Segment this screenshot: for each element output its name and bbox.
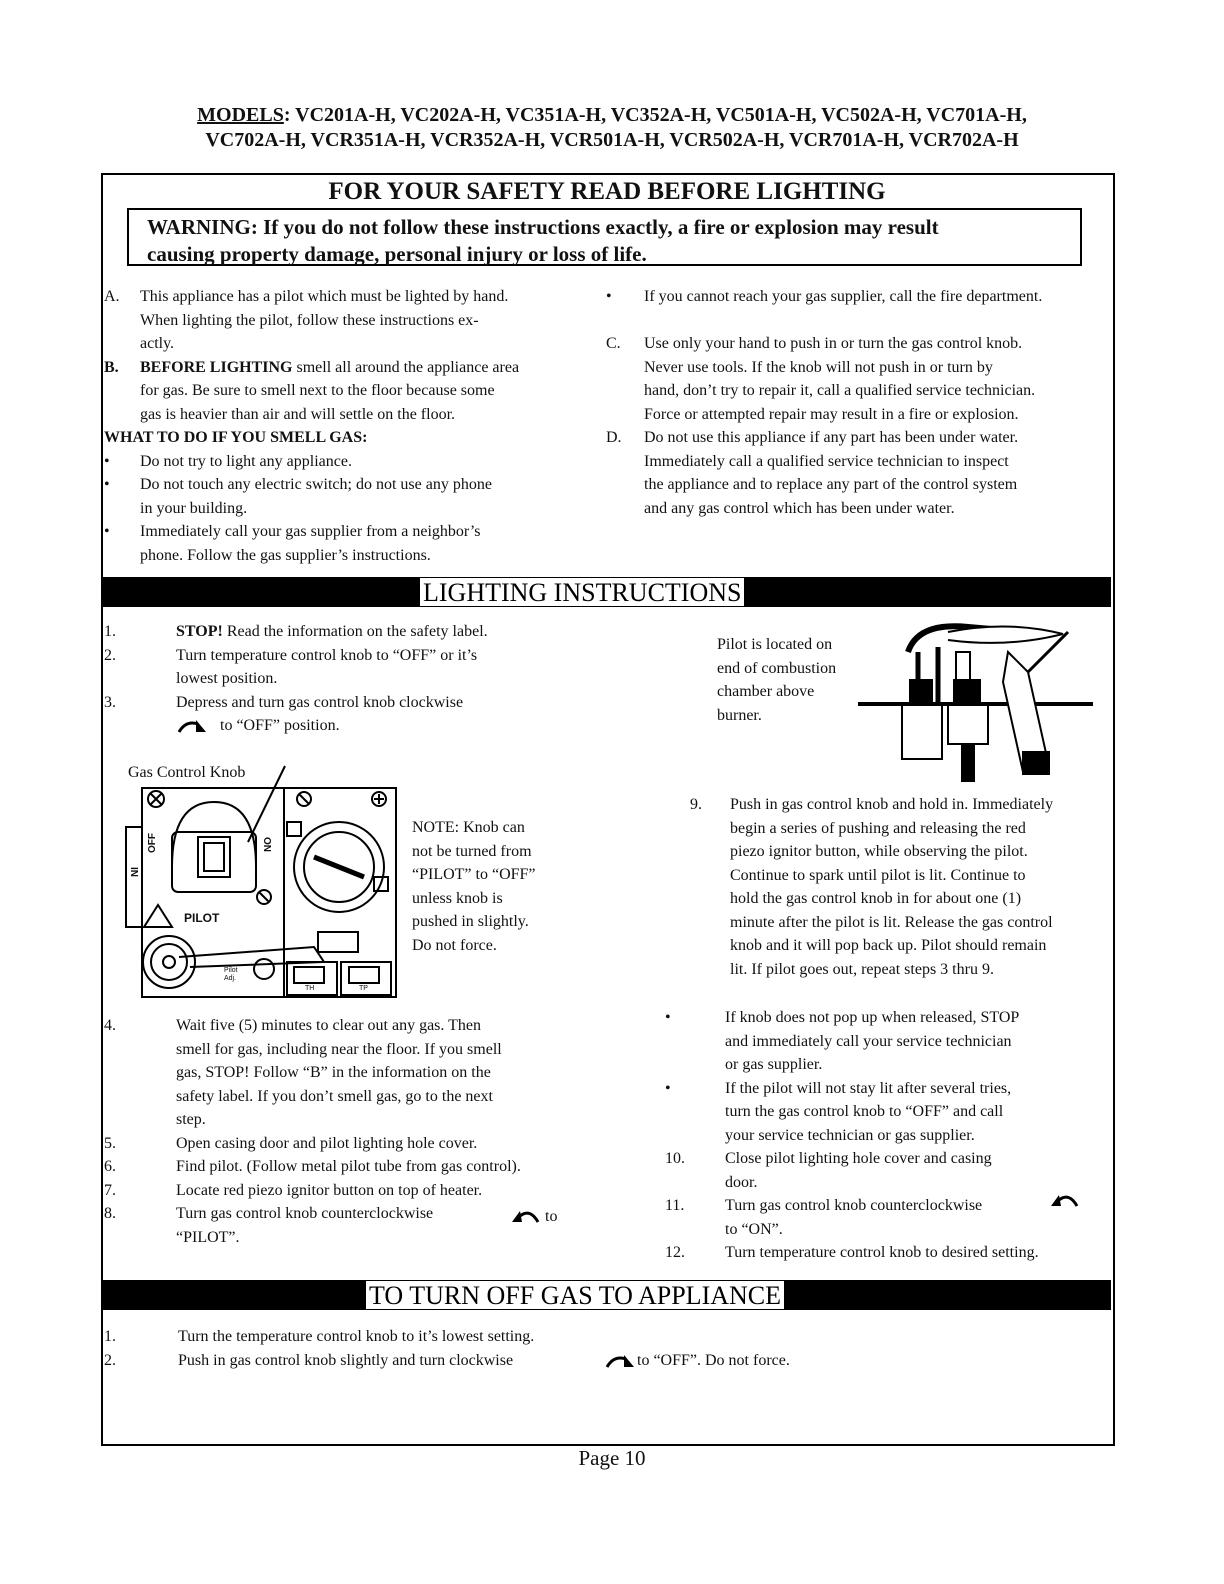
step-right-content: If knob does not pop up when released, STOP <box>725 1009 1020 1026</box>
safety-right-column <box>606 285 1111 520</box>
safety-left-text <box>140 332 174 356</box>
step-top-marker: 1. <box>104 623 116 640</box>
step9-text <box>730 817 1026 841</box>
step-right-content: If the pilot will not stay lit after several tries, <box>725 1079 1012 1097</box>
warning-line-1: WARNING: If you do not follow these instructions exactly, a fire or explosion may result <box>147 215 939 239</box>
safety-left-content: Immediately call your gas supplier from a neighbor’s <box>140 523 481 540</box>
step-right-text <box>725 1030 1012 1054</box>
step-lower-text <box>176 1108 206 1132</box>
safety-left-text <box>140 497 247 521</box>
step-lower-marker: 8. <box>104 1205 116 1222</box>
step9-text <box>730 840 1028 864</box>
valve-label-tp: TP <box>359 985 368 992</box>
safety-right-line <box>606 426 1111 450</box>
safety-title: FOR YOUR SAFETY READ BEFORE LIGHTING <box>328 178 886 205</box>
safety-right-marker: D. <box>606 429 622 446</box>
step-right-content: your service technician or gas supplier. <box>725 1126 975 1144</box>
step-top-line <box>104 691 584 715</box>
safety-left-text <box>140 309 479 333</box>
turn-off-step-2-text: Push in gas control knob slightly and turn clockwise <box>178 1351 514 1369</box>
safety-left-content: phone. Follow the gas supplier’s instructions. <box>140 546 431 564</box>
turn-off-steps <box>104 1325 1084 1372</box>
safety-left-column <box>104 285 584 567</box>
step-top-line <box>104 644 584 668</box>
safety-left-content: Do not try to light any appliance. <box>140 452 352 470</box>
pilot-assembly-diagram <box>858 612 1098 782</box>
safety-left-line <box>104 356 584 380</box>
pilot-caption-line: end of combustion <box>717 659 837 677</box>
step-top-line <box>104 667 584 691</box>
step-top-bold: STOP! <box>176 623 223 640</box>
step-right-content: to “ON”. <box>725 1220 783 1238</box>
step-9 <box>690 793 1116 981</box>
step-top-marker: 3. <box>104 693 116 711</box>
knob-note-line: pushed in slightly. <box>412 913 529 930</box>
step-lower-content: safety label. If you don’t smell gas, go to the next <box>176 1087 493 1105</box>
step-top-text <box>176 620 488 644</box>
turn-off-step-1 <box>104 1325 1084 1349</box>
step-top-content: Read the information on the safety label. <box>222 623 488 640</box>
step-lower-text <box>176 1061 491 1085</box>
step-lower-marker: 7. <box>104 1181 116 1199</box>
turn-off-step-2-num: 2. <box>104 1351 116 1369</box>
step9-line <box>690 934 1116 958</box>
step-right-line <box>665 1218 1117 1242</box>
gas-control-knob-label: Gas Control Knob <box>128 764 246 781</box>
step-lower-text <box>176 1226 240 1250</box>
valve-label-in: IN <box>128 867 139 877</box>
step-lower-content: Locate red piezo ignitor button on top of heater. <box>176 1181 483 1199</box>
step-lower-marker: 4. <box>104 1017 116 1034</box>
models-header: MODELS: VC201A-H, VC202A-H, VC351A-H, VC352A-H, VC501A-H, VC502A-H, VC701A-H, VC702A-H, VCR351A-H, VCR352A-H, VCR501A-H, VCR502A-H, VCR701A-H, VCR702A-H <box>100 103 1124 153</box>
safety-left-marker: A. <box>104 288 120 305</box>
models-line-2: VC702A-H, VCR351A-H, VCR352A-H, VCR501A-H, VCR502A-H, VCR701A-H, VCR702A-H <box>205 129 1019 151</box>
step9-content: piezo ignitor button, while observing the pilot. <box>730 843 1028 860</box>
step-right-text <box>725 1100 1003 1124</box>
step-lower-text <box>176 1132 477 1156</box>
safety-right-text <box>644 450 1009 474</box>
safety-right-line <box>606 332 1111 356</box>
step9-content: hold the gas control knob in for about one (1) <box>730 890 1022 907</box>
step-right-text <box>725 1171 757 1195</box>
knob-note <box>412 816 612 957</box>
safety-left-marker: B. <box>104 358 119 376</box>
safety-left-line <box>104 473 584 497</box>
step-lower-line <box>104 1061 584 1085</box>
step9-text <box>730 911 1053 935</box>
knob-note-line: not be turned from <box>412 842 532 860</box>
safety-right-text <box>644 497 955 521</box>
step-top-marker: 2. <box>104 646 116 664</box>
safety-left-line <box>104 309 584 333</box>
valve-label-pilot: PILOT <box>184 911 220 925</box>
step-top-content: Depress and turn gas control knob clockwise <box>176 693 464 711</box>
safety-left-content: gas is heavier than air and will settle on the floor. <box>140 405 456 423</box>
safety-right-marker: • <box>606 288 612 305</box>
step-lower-content: Wait five (5) minutes to clear out any gas. Then <box>176 1017 481 1034</box>
safety-right-content: Use only your hand to push in or turn the gas control knob. <box>644 335 1023 352</box>
step-right-content: Close pilot lighting hole cover and casing <box>725 1150 992 1167</box>
step-right-text <box>725 1218 783 1242</box>
step-right-line <box>665 1030 1117 1054</box>
safety-left-text <box>140 450 352 474</box>
step-top-text <box>176 667 277 691</box>
safety-left-line <box>104 379 584 403</box>
safety-right-text <box>644 285 1042 309</box>
safety-right-line <box>606 356 1111 380</box>
step8-to: to <box>545 1208 558 1225</box>
safety-left-content: smell all around the appliance area <box>292 358 520 376</box>
step-lower-content: gas, STOP! Follow “B” in the information on the <box>176 1064 491 1081</box>
safety-right-text <box>644 403 1019 427</box>
step-top-content: to “OFF” position. <box>220 717 340 734</box>
safety-left-line <box>104 544 584 568</box>
step9-line <box>690 840 1116 864</box>
step-top-text <box>220 714 340 738</box>
step9-line <box>690 958 1116 982</box>
turn-off-step-1-num: 1. <box>104 1328 116 1345</box>
step-lower-text <box>176 1202 433 1226</box>
safety-right-line <box>606 309 1111 333</box>
safety-left-marker: • <box>104 523 110 540</box>
safety-right-line <box>606 403 1111 427</box>
step-lower-content: step. <box>176 1111 206 1128</box>
step-right-line <box>665 1171 1117 1195</box>
safety-left-marker: • <box>104 452 110 470</box>
safety-right-content: Never use tools. If the knob will not push in or turn by <box>644 358 993 376</box>
lighting-title: LIGHTING INSTRUCTIONS <box>419 577 745 607</box>
gas-valve-drawing <box>124 787 400 999</box>
step-right-line <box>665 1124 1117 1148</box>
safety-right-content: and any gas control which has been under water. <box>644 499 955 517</box>
turn-off-title: TO TURN OFF GAS TO APPLIANCE <box>365 1280 785 1310</box>
safety-left-text <box>140 473 492 497</box>
step9-text <box>730 864 1026 888</box>
valve-label-off: OFF <box>147 833 158 853</box>
step-lower-content: “PILOT”. <box>176 1228 240 1246</box>
step-top-line <box>104 620 584 644</box>
step-lower-content: Open casing door and pilot lighting hole cover. <box>176 1134 478 1152</box>
step-right-text <box>725 1241 1039 1265</box>
step-lower-content: smell for gas, including near the floor. If you smell <box>176 1040 502 1058</box>
page-number: Page 10 <box>578 1446 646 1470</box>
safety-left-line <box>104 426 584 450</box>
safety-left-content: When lighting the pilot, follow these instructions ex- <box>140 311 479 329</box>
step-right-line <box>665 1053 1117 1077</box>
step-right-text <box>725 1006 1019 1030</box>
step9-content: Push in gas control knob and hold in. Immediately <box>730 796 1054 813</box>
knob-note-line: Do not force. <box>412 936 497 954</box>
step-lower-marker: 6. <box>104 1158 116 1175</box>
lighting-bar <box>103 577 1111 607</box>
step-lower-line <box>104 1014 584 1038</box>
step-lower-line <box>104 1108 584 1132</box>
safety-left-content: in your building. <box>140 499 248 517</box>
step-right-marker: 11. <box>665 1197 685 1214</box>
safety-left-heading: WHAT TO DO IF YOU SMELL GAS: <box>104 429 368 446</box>
step9-line <box>690 911 1116 935</box>
step9-line <box>690 793 1116 817</box>
pilot-caption-line: Pilot is located on <box>717 636 833 653</box>
safety-right-content: the appliance and to replace any part of the control system <box>644 476 1018 493</box>
step-right-line <box>665 1100 1117 1124</box>
pilot-caption-line: chamber above <box>717 683 815 700</box>
step9-content: minute after the pilot is lit. Release the gas control <box>730 913 1053 931</box>
safety-right-text <box>644 426 1018 450</box>
step-right-line <box>665 1006 1117 1030</box>
step-right-marker: • <box>665 1009 671 1026</box>
step-lower-marker: 5. <box>104 1134 116 1152</box>
safety-right-content: If you cannot reach your gas supplier, call the fire department. <box>644 288 1043 305</box>
safety-right-text <box>644 473 1017 497</box>
step-lower-text <box>176 1038 502 1062</box>
warning-line-2: causing property damage, personal injury or loss of life. <box>147 242 647 266</box>
safety-left-content: for gas. Be sure to smell next to the floor because some <box>140 382 495 399</box>
step-lower-content: Find pilot. (Follow metal pilot tube from gas control). <box>176 1158 521 1175</box>
knob-note-line: NOTE: Knob can <box>412 819 525 836</box>
step-right-text <box>725 1124 975 1148</box>
safety-left-text <box>140 285 508 309</box>
step9-line <box>690 864 1116 888</box>
safety-right-content: Immediately call a qualified service technician to inspect <box>644 452 1009 470</box>
valve-label-on: ON <box>261 837 272 852</box>
safety-left-marker: • <box>104 476 110 493</box>
safety-right-content: Do not use this appliance if any part has been under water. <box>644 429 1019 446</box>
turn-off-step-2 <box>104 1349 1084 1373</box>
step-right-content: turn the gas control knob to “OFF” and call <box>725 1103 1004 1120</box>
steps-lower-right <box>665 1006 1117 1265</box>
step9-content: knob and it will pop back up. Pilot should remain <box>730 937 1047 954</box>
safety-right-text <box>644 356 993 380</box>
models-label: MODELS <box>197 104 284 126</box>
safety-left-line <box>104 332 584 356</box>
step-right-line <box>665 1241 1117 1265</box>
safety-right-text <box>644 379 1035 403</box>
step-lower-text <box>176 1085 493 1109</box>
models-line-1: VC201A-H, VC202A-H, VC351A-H, VC352A-H, VC501A-H, VC502A-H, VC701A-H, <box>295 104 1027 126</box>
turn-off-step-2-after: to “OFF”. Do not force. <box>637 1351 790 1369</box>
safety-right-content: hand, don’t try to repair it, call a qualified service technician. <box>644 382 1036 399</box>
step9-line <box>690 887 1116 911</box>
step-lower-line <box>104 1132 584 1156</box>
step9-marker: 9. <box>690 796 702 813</box>
knob-note-line: unless knob is <box>412 889 503 907</box>
step9-text <box>730 958 994 982</box>
step-lower-text <box>176 1014 481 1038</box>
safety-left-text <box>140 403 455 427</box>
safety-left-text <box>104 426 367 450</box>
step-right-marker: 12. <box>665 1244 685 1261</box>
knob-note-line: “PILOT” to “OFF” <box>412 866 536 883</box>
step-lower-line <box>104 1085 584 1109</box>
step9-content: lit. If pilot goes out, repeat steps 3 thru 9. <box>730 960 994 978</box>
step-right-text <box>725 1147 992 1171</box>
step-right-content: Turn temperature control knob to desired setting. <box>725 1244 1039 1261</box>
counterclockwise-arrow-icon-2 <box>1047 1192 1081 1210</box>
valve-label-pilot-adj: Pilot Adj. <box>224 967 238 982</box>
safety-left-text <box>140 520 481 544</box>
safety-right-line <box>606 450 1111 474</box>
step9-text <box>730 934 1046 958</box>
step-right-content: Turn gas control knob counterclockwise <box>725 1197 983 1214</box>
safety-right-line <box>606 285 1111 309</box>
safety-left-content: Do not touch any electric switch; do not use any phone <box>140 476 492 493</box>
step-lower-line <box>104 1179 584 1203</box>
safety-right-line <box>606 473 1111 497</box>
safety-left-text <box>140 544 431 568</box>
safety-right-line <box>606 379 1111 403</box>
step9-content: begin a series of pushing and releasing the red <box>730 819 1026 837</box>
pilot-caption-line: burner. <box>717 706 762 724</box>
turn-off-bar <box>103 1280 1111 1310</box>
warning-box <box>127 208 1082 266</box>
step9-text <box>730 887 1021 911</box>
gas-valve-diagram <box>124 787 400 999</box>
step-right-text <box>725 1077 1011 1101</box>
step-top-text <box>176 691 463 715</box>
step-right-text <box>725 1053 822 1077</box>
valve-label-th: TH <box>305 985 315 992</box>
step-lower-text <box>176 1179 482 1203</box>
step-lower-line <box>104 1226 584 1250</box>
step-top-content: lowest position. <box>176 670 278 687</box>
safety-left-bold: BEFORE LIGHTING <box>140 358 293 376</box>
step-right-marker: 10. <box>665 1150 685 1167</box>
safety-left-content: actly. <box>140 335 175 352</box>
step-right-marker: • <box>665 1079 671 1097</box>
clockwise-arrow-icon-2 <box>604 1351 640 1371</box>
step9-text <box>730 793 1053 817</box>
step-right-text <box>725 1194 982 1218</box>
turn-off-step-1-text: Turn the temperature control knob to it’s lowest setting. <box>178 1328 535 1345</box>
safety-left-line <box>104 403 584 427</box>
step-lower-text <box>176 1155 521 1179</box>
step9-line <box>690 817 1116 841</box>
counterclockwise-arrow-icon <box>508 1208 542 1226</box>
step-lower-content: Turn gas control knob counterclockwise <box>176 1205 434 1222</box>
step-right-content: door. <box>725 1173 758 1191</box>
safety-left-line <box>104 285 584 309</box>
safety-left-content: This appliance has a pilot which must be lighted by hand. <box>140 288 509 305</box>
safety-left-text <box>140 379 495 403</box>
step-top-text <box>176 644 477 668</box>
safety-left-text <box>140 356 519 380</box>
step-right-content: and immediately call your service technician <box>725 1032 1012 1050</box>
step-lower-line <box>104 1155 584 1179</box>
step-lower-line <box>104 1038 584 1062</box>
step-top-content: Turn temperature control knob to “OFF” or it’s <box>176 646 478 664</box>
step9-content: Continue to spark until pilot is lit. Continue to <box>730 866 1026 884</box>
safety-left-line <box>104 450 584 474</box>
clockwise-arrow-icon <box>176 716 216 736</box>
step-right-line <box>665 1077 1117 1101</box>
safety-right-marker: C. <box>606 335 621 352</box>
safety-left-line <box>104 497 584 521</box>
safety-right-text <box>644 332 1022 356</box>
step-right-line <box>665 1147 1117 1171</box>
safety-right-line <box>606 497 1111 521</box>
step-right-content: or gas supplier. <box>725 1056 823 1073</box>
safety-left-line <box>104 520 584 544</box>
safety-right-content: Force or attempted repair may result in a fire or explosion. <box>644 405 1019 423</box>
